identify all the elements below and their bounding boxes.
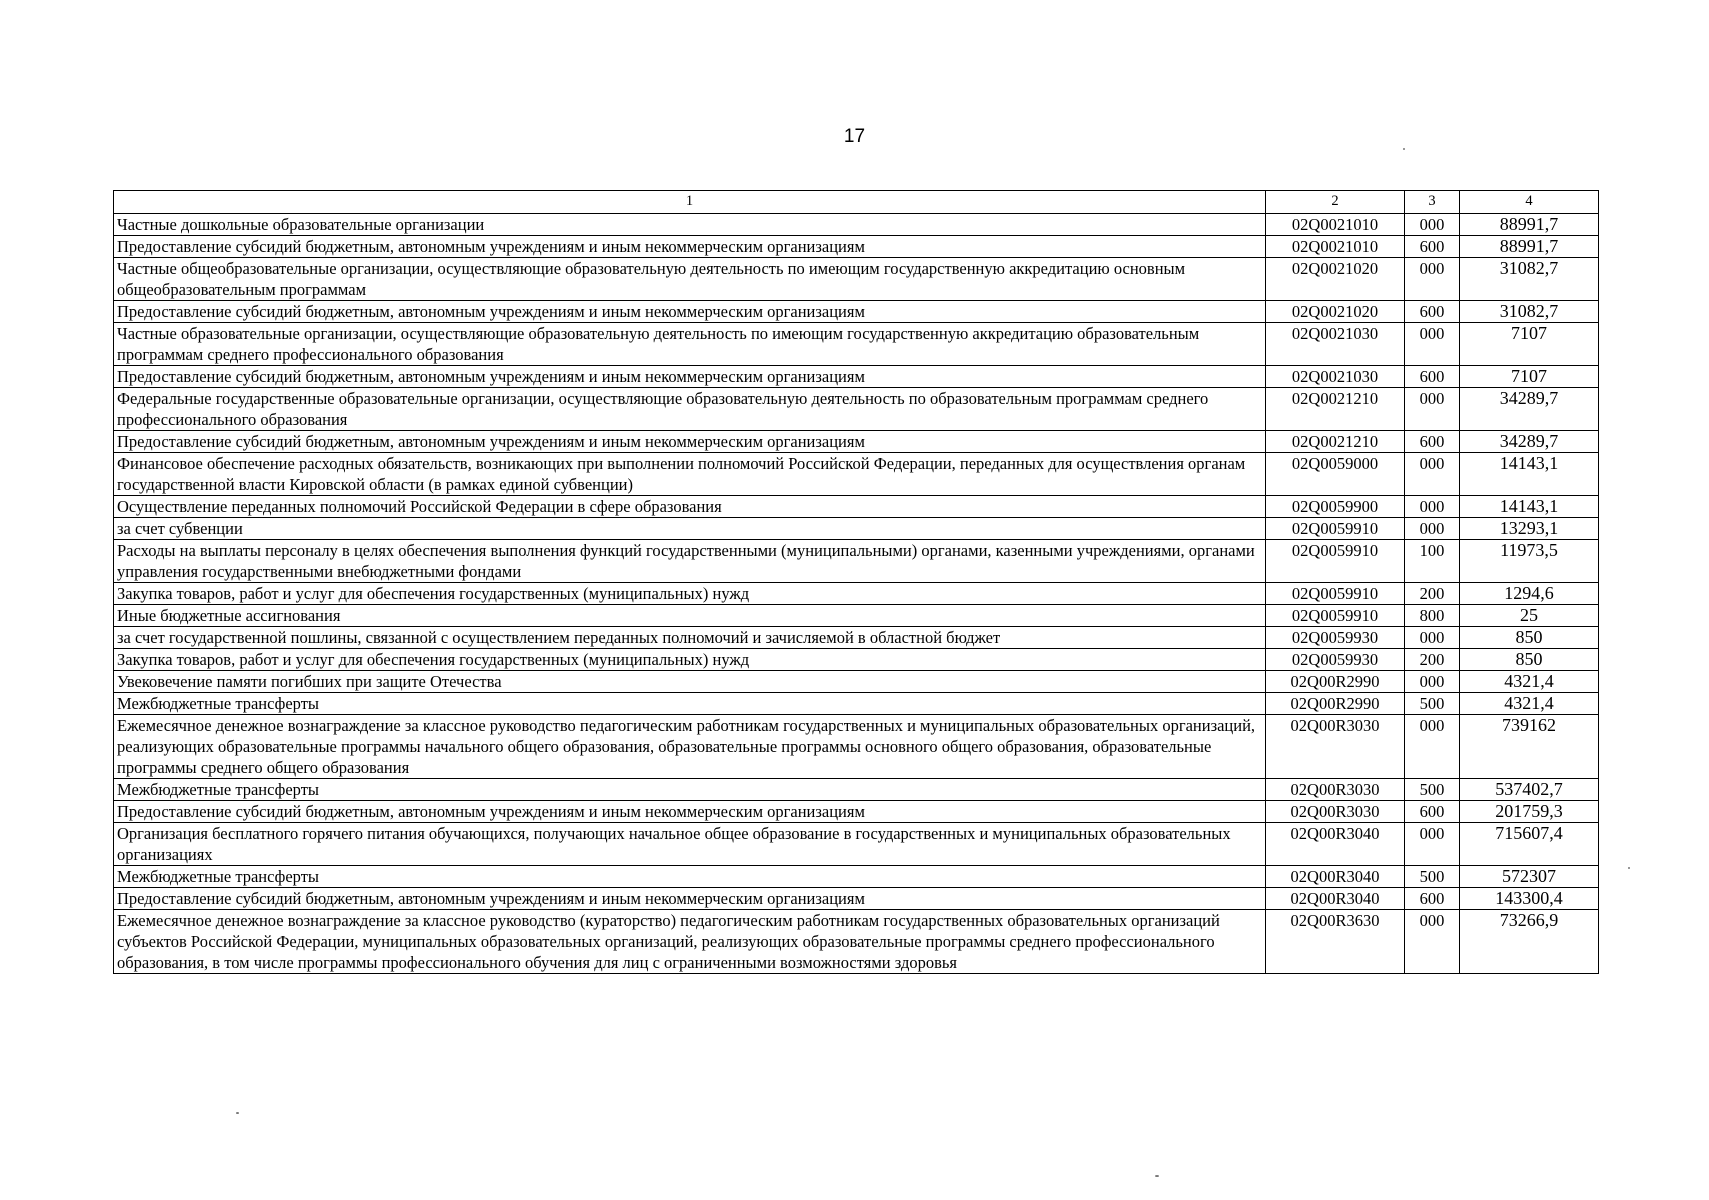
row-code: 02Q00R3040: [1266, 888, 1405, 910]
row-code: 02Q0059910: [1266, 605, 1405, 627]
row-amount: 537402,7: [1460, 779, 1599, 801]
row-kind: 800: [1405, 605, 1460, 627]
row-amount: 73266,9: [1460, 910, 1599, 974]
table-row: [114, 671, 1599, 693]
row-description: Ежемесячное денежное вознаграждение за классное руководство (кураторство) педагогическим работникам государственных образовательных организаций субъектов Российской Федерации, муниципальных образовательных организаций, реализующих образовательные программы среднего профессионального образования, в том числе программы профессионального обучения для лиц с ограниченными возможностями здоровья: [114, 910, 1266, 974]
row-code: 02Q00R2990: [1266, 693, 1405, 715]
table-row: [114, 431, 1599, 453]
row-amount: 850: [1460, 627, 1599, 649]
row-description: Межбюджетные трансферты: [114, 779, 1266, 801]
table-row: [114, 366, 1599, 388]
row-kind: 000: [1405, 496, 1460, 518]
row-kind: 000: [1405, 453, 1460, 496]
table-row: [114, 823, 1599, 866]
row-description: Предоставление субсидий бюджетным, автономным учреждениям и иным некоммерческим организациям: [114, 236, 1266, 258]
row-description: Предоставление субсидий бюджетным, автономным учреждениям и иным некоммерческим организациям: [114, 888, 1266, 910]
budget-table: [113, 190, 1599, 974]
row-description: Предоставление субсидий бюджетным, автономным учреждениям и иным некоммерческим организациям: [114, 301, 1266, 323]
row-code: 02Q0021010: [1266, 236, 1405, 258]
table-row: [114, 888, 1599, 910]
row-kind: 600: [1405, 236, 1460, 258]
row-kind: 500: [1405, 779, 1460, 801]
scan-speck: [236, 1112, 239, 1114]
row-amount: 25: [1460, 605, 1599, 627]
row-description: Предоставление субсидий бюджетным, автономным учреждениям и иным некоммерческим организациям: [114, 801, 1266, 823]
row-code: 02Q00R3040: [1266, 823, 1405, 866]
column-header-kind: 3: [1405, 191, 1460, 214]
row-kind: 600: [1405, 366, 1460, 388]
row-kind: 000: [1405, 910, 1460, 974]
row-description: Частные общеобразовательные организации, осуществляющие образовательную деятельность по имеющим государственную аккредитацию основным общеобразовательным программам: [114, 258, 1266, 301]
row-kind: 200: [1405, 583, 1460, 605]
table-row: [114, 583, 1599, 605]
row-kind: 600: [1405, 801, 1460, 823]
table-row: [114, 910, 1599, 974]
row-description: Закупка товаров, работ и услуг для обеспечения государственных (муниципальных) нужд: [114, 649, 1266, 671]
row-kind: 000: [1405, 388, 1460, 431]
table-row: [114, 301, 1599, 323]
row-description: Расходы на выплаты персоналу в целях обеспечения выполнения функций государственными (муниципальными) органами, казенными учреждениями, органами управления государственными внебюджетными фондами: [114, 540, 1266, 583]
row-amount: 31082,7: [1460, 258, 1599, 301]
row-kind: 600: [1405, 888, 1460, 910]
row-description: Осуществление переданных полномочий Российской Федерации в сфере образования: [114, 496, 1266, 518]
row-amount: 739162: [1460, 715, 1599, 779]
row-code: 02Q0021020: [1266, 258, 1405, 301]
row-amount: 201759,3: [1460, 801, 1599, 823]
row-description: Увековечение памяти погибших при защите Отечества: [114, 671, 1266, 693]
page-number: 17: [843, 126, 866, 147]
column-header-description: 1: [114, 191, 1266, 214]
row-description: Частные дошкольные образовательные организации: [114, 214, 1266, 236]
table-row: [114, 518, 1599, 540]
row-amount: 7107: [1460, 366, 1599, 388]
row-kind: 600: [1405, 431, 1460, 453]
row-amount: 13293,1: [1460, 518, 1599, 540]
row-code: 02Q00R3030: [1266, 801, 1405, 823]
row-code: 02Q0059910: [1266, 518, 1405, 540]
row-description: за счет субвенции: [114, 518, 1266, 540]
row-amount: 572307: [1460, 866, 1599, 888]
row-amount: 143300,4: [1460, 888, 1599, 910]
row-description: Финансовое обеспечение расходных обязательств, возникающих при выполнении полномочий Российской Федерации, переданных для осуществления органам государственной власти Кировской области (в рамках единой субвенции): [114, 453, 1266, 496]
row-code: 02Q0059910: [1266, 583, 1405, 605]
row-kind: 100: [1405, 540, 1460, 583]
row-code: 02Q0021030: [1266, 366, 1405, 388]
row-code: 02Q0059910: [1266, 540, 1405, 583]
row-kind: 600: [1405, 301, 1460, 323]
row-code: 02Q0021210: [1266, 431, 1405, 453]
scan-speck: [1155, 1175, 1159, 1177]
row-code: 02Q00R3030: [1266, 779, 1405, 801]
row-kind: 200: [1405, 649, 1460, 671]
row-amount: 34289,7: [1460, 431, 1599, 453]
row-kind: 000: [1405, 627, 1460, 649]
row-description: Закупка товаров, работ и услуг для обеспечения государственных (муниципальных) нужд: [114, 583, 1266, 605]
row-kind: 500: [1405, 866, 1460, 888]
row-kind: 000: [1405, 715, 1460, 779]
row-code: 02Q00R3040: [1266, 866, 1405, 888]
row-description: Ежемесячное денежное вознаграждение за классное руководство педагогическим работникам государственных и муниципальных образовательных организаций, реализующих образовательные программы начального общего образования, образовательные программы основного общего образования, образовательные программы среднего общего образования: [114, 715, 1266, 779]
row-code: 02Q0059900: [1266, 496, 1405, 518]
table-row: [114, 715, 1599, 779]
column-header-code: 2: [1266, 191, 1405, 214]
row-amount: 14143,1: [1460, 453, 1599, 496]
row-amount: 88991,7: [1460, 236, 1599, 258]
row-code: 02Q00R3630: [1266, 910, 1405, 974]
header-row: [114, 191, 1599, 214]
table-row: [114, 649, 1599, 671]
row-description: Частные образовательные организации, осуществляющие образовательную деятельность по имеющим государственную аккредитацию образовательным программам среднего профессионального образования: [114, 323, 1266, 366]
table-row: [114, 214, 1599, 236]
row-code: 02Q00R3030: [1266, 715, 1405, 779]
table-row: [114, 236, 1599, 258]
row-description: Межбюджетные трансферты: [114, 866, 1266, 888]
row-amount: 88991,7: [1460, 214, 1599, 236]
table-row: [114, 866, 1599, 888]
table-row: [114, 258, 1599, 301]
row-kind: 500: [1405, 693, 1460, 715]
row-kind: 000: [1405, 323, 1460, 366]
row-code: 02Q0059000: [1266, 453, 1405, 496]
row-description: за счет государственной пошлины, связанной с осуществлением переданных полномочий и зачисляемой в областной бюджет: [114, 627, 1266, 649]
row-kind: 000: [1405, 671, 1460, 693]
table-row: [114, 388, 1599, 431]
table-row: [114, 801, 1599, 823]
row-kind: 000: [1405, 823, 1460, 866]
row-description: Иные бюджетные ассигнования: [114, 605, 1266, 627]
row-code: 02Q0021020: [1266, 301, 1405, 323]
table-row: [114, 540, 1599, 583]
scan-speck: [1628, 867, 1630, 869]
row-code: 02Q0059930: [1266, 649, 1405, 671]
row-kind: 000: [1405, 214, 1460, 236]
row-description: Федеральные государственные образовательные организации, осуществляющие образовательную деятельность по образовательным программам среднего профессионального образования: [114, 388, 1266, 431]
row-amount: 34289,7: [1460, 388, 1599, 431]
row-description: Межбюджетные трансферты: [114, 693, 1266, 715]
row-code: 02Q0021210: [1266, 388, 1405, 431]
row-amount: 31082,7: [1460, 301, 1599, 323]
table-row: [114, 779, 1599, 801]
row-code: 02Q00R2990: [1266, 671, 1405, 693]
table-row: [114, 627, 1599, 649]
row-amount: 4321,4: [1460, 671, 1599, 693]
row-amount: 850: [1460, 649, 1599, 671]
table-row: [114, 496, 1599, 518]
row-amount: 11973,5: [1460, 540, 1599, 583]
row-description: Организация бесплатного горячего питания обучающихся, получающих начальное общее образование в государственных и муниципальных образовательных организациях: [114, 823, 1266, 866]
table-row: [114, 323, 1599, 366]
row-amount: 7107: [1460, 323, 1599, 366]
row-description: Предоставление субсидий бюджетным, автономным учреждениям и иным некоммерческим организациям: [114, 431, 1266, 453]
row-kind: 000: [1405, 518, 1460, 540]
table-row: [114, 453, 1599, 496]
row-kind: 000: [1405, 258, 1460, 301]
row-code: 02Q0021030: [1266, 323, 1405, 366]
row-amount: 4321,4: [1460, 693, 1599, 715]
row-amount: 1294,6: [1460, 583, 1599, 605]
scan-speck: [1403, 148, 1405, 150]
row-amount: 14143,1: [1460, 496, 1599, 518]
table-row: [114, 693, 1599, 715]
row-code: 02Q0059930: [1266, 627, 1405, 649]
table-row: [114, 605, 1599, 627]
row-description: Предоставление субсидий бюджетным, автономным учреждениям и иным некоммерческим организациям: [114, 366, 1266, 388]
row-amount: 715607,4: [1460, 823, 1599, 866]
row-code: 02Q0021010: [1266, 214, 1405, 236]
column-header-amount: 4: [1460, 191, 1599, 214]
